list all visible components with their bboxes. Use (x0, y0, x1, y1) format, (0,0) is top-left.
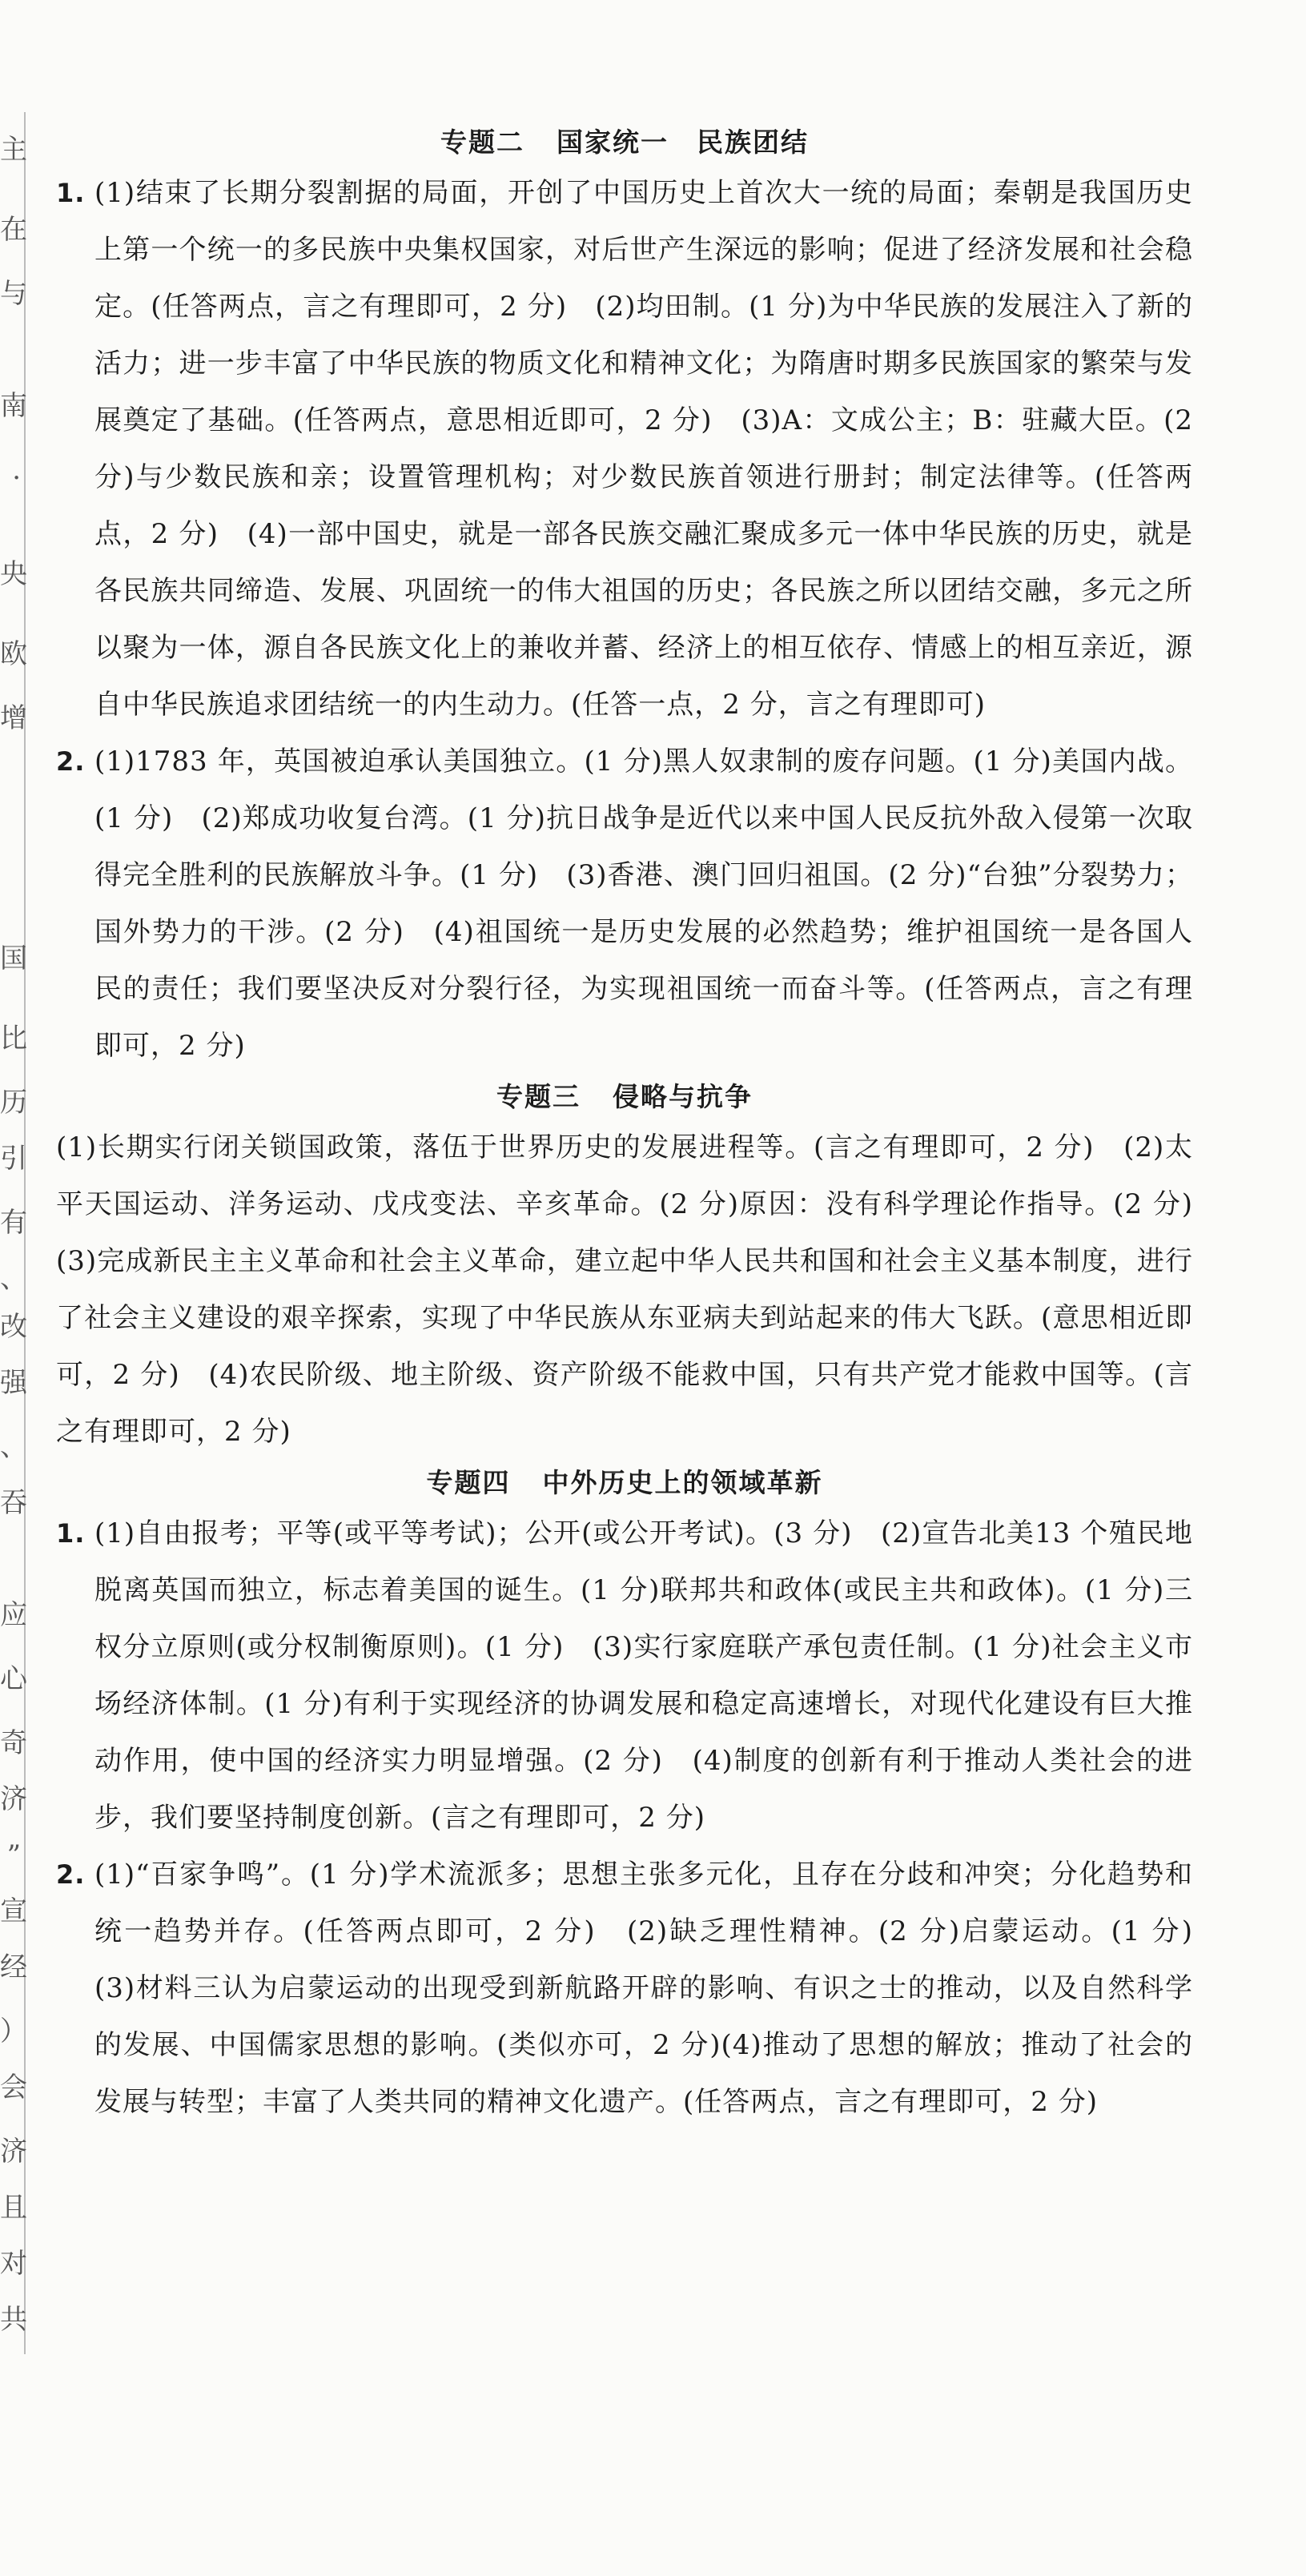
margin-glyph: 会 (0, 2072, 27, 2104)
answer-item (56, 1505, 1193, 1847)
answer-text: (1)1783 年，英国被迫承认美国独立。(1 分)黑人奴隶制的废存问题。(1 分)美国内战。(1 分) (2)郑成功收复台湾。(1 分)抗日战争是近代以来中国人民反抗外敌入侵第一次取得完全胜利的民族解放斗争。(1 分) (3)香港、澳门回归祖国。(2 分)“台独”分裂势力；国外势力的干涉。(2 分) (4)祖国统一是历史发展的必然趋势；维护祖国统一是各国人民的责任；我们要坚决反对分裂行径，为实现祖国统一而奋斗等。(任答两点，言之有理即可，2 分) (94, 745, 1193, 1062)
section-label: 专题三 (496, 1081, 581, 1112)
section-title (56, 1079, 1193, 1115)
margin-glyph: 经 (0, 1951, 27, 1983)
question-number: 2. (56, 746, 86, 777)
section-title (56, 1465, 1193, 1501)
section-title (56, 125, 1193, 160)
section-label: 专题二 (440, 127, 524, 158)
section-heading: 国家统一 民族团结 (557, 127, 809, 158)
margin-glyph: 欧 (0, 638, 27, 670)
margin-glyph: 应 (0, 1599, 27, 1631)
answer-text: (1)“百家争鸣”。(1 分)学术流派多；思想主张多元化，且存在分歧和冲突；分化趋势和统一趋势并存。(任答两点即可，2 分) (2)缺乏理性精神。(2 分)启蒙运动。(1 分) (3)材料三认为启蒙运动的出现受到新航路开辟的影响、有识之士的推动，以及自然科学的发展、中国儒家思想的影响。(类似亦可，2 分)(4)推动了思想的解放；推动了社会的发展与转型；丰富了人类共同的精神文化遗产。(任答两点，言之有理即可，2 分) (94, 1859, 1221, 2118)
section-heading: 中外历史上的领域革新 (542, 1467, 823, 1498)
answer-item (56, 1847, 1221, 2131)
margin-glyph: 、 (0, 1431, 27, 1463)
margin-glyph: 主 (0, 134, 27, 166)
answer-item (56, 1119, 1221, 1461)
margin-glyph: · (12, 462, 21, 494)
margin-glyph: 与 (0, 278, 27, 310)
margin-glyph: 对 (0, 2248, 27, 2280)
margin-glyph: 、 (0, 1263, 27, 1295)
margin-glyph: ” (6, 1839, 21, 1871)
margin-glyph: 国 (0, 942, 27, 975)
section-label: 专题四 (426, 1467, 511, 1498)
margin-glyph: 共 (0, 2304, 27, 2336)
margin-glyph: 历 (0, 1087, 27, 1119)
margin-glyph: 心 (0, 1663, 27, 1695)
question-number: 1. (56, 178, 86, 208)
margin-glyph: 改 (0, 1311, 27, 1343)
section-heading: 侵略与抗争 (613, 1081, 753, 1112)
answer-text: (1)自由报考；平等(或平等考试)；公开(或公开考试)。(3 分) (2)宣告北美13 个殖民地脱离英国而独立，标志着美国的诞生。(1 分)联邦共和政体(或民主共和政体)。(1 分)三权分立原则(或分权制衡原则)。(1 分) (3)实行家庭联产承包责任制。(1 分)社会主义市场经济体制。(1 分)有利于实现经济的协调发展和稳定高速增长，对现代化建设有巨大推动作用，使中国的经济实力明显增强。(2 分) (4)制度的创新有利于推动人类社会的进步，我们要坚持制度创新。(言之有理即可，2 分) (94, 1517, 1193, 1834)
margin-glyph: 增 (0, 702, 27, 734)
margin-glyph: 比 (0, 1023, 27, 1055)
margin-glyph: 有 (0, 1207, 27, 1239)
left-binding-margin (0, 112, 26, 2354)
question-number: 2. (56, 1859, 86, 1890)
margin-glyph: 南 (0, 390, 27, 422)
answer-content (56, 120, 1221, 2131)
answer-item (56, 165, 1193, 733)
question-number: 1. (56, 1518, 86, 1549)
margin-glyph: 且 (0, 2192, 27, 2224)
answer-text: (1)长期实行闭关锁国政策，落伍于世界历史的发展进程等。(言之有理即可，2 分) (2)太平天国运动、洋务运动、戊戌变法、辛亥革命。(2 分)原因：没有科学理论作指导。(2 分) (3)完成新民主主义革命和社会主义革命，建立起中华人民共和国和社会主义基本制度，进行了社会主义建设的艰辛探索，实现了中华民族从东亚病夫到站起来的伟大飞跃。(意思相近即可，2 分) (4)农民阶级、地主阶级、资产阶级不能救中国，只有共产党才能救中国等。(言之有理即可，2 分) (56, 1131, 1221, 1448)
margin-glyph: ） (0, 2015, 27, 2048)
margin-glyph: 济 (0, 2136, 27, 2168)
margin-glyph: 强 (0, 1367, 27, 1399)
answer-text: (1)结束了长期分裂割据的局面，开创了中国历史上首次大一统的局面；秦朝是我国历史上第一个统一的多民族中央集权国家，对后世产生深远的影响；促进了经济发展和社会稳定。(任答两点，言之有理即可，2 分) (2)均田制。(1 分)为中华民族的发展注入了新的活力；进一步丰富了中华民族的物质文化和精神文化；为隋唐时期多民族国家的繁荣与发展奠定了基础。(任答两点，意思相近即可，2 分) (3)A：文成公主；B：驻藏大臣。(2 分)与少数民族和亲；设置管理机构；对少数民族首领进行册封；制定法律等。(任答两点，2 分) (4)一部中国史，就是一部各民族交融汇聚成多元一体中华民族的历史，就是各民族共同缔造、发展、巩固统一的伟大祖国的历史；各民族之所以团结交融，多元之所以聚为一体，源自各民族文化上的兼收并蓄、经济上的相互依存、情感上的相互亲近，源自中华民族追求团结统一的内生动力。(任答一点，2 分，言之有理即可) (94, 177, 1193, 721)
margin-glyph: 宣 (0, 1895, 27, 1927)
margin-glyph: 在 (0, 214, 27, 246)
answer-item (56, 733, 1193, 1075)
margin-glyph: 吞 (0, 1487, 27, 1519)
margin-glyph: 奇 (0, 1727, 27, 1759)
margin-glyph: 央 (0, 558, 27, 590)
margin-glyph: 济 (0, 1783, 27, 1815)
margin-glyph: 引 (0, 1143, 27, 1175)
